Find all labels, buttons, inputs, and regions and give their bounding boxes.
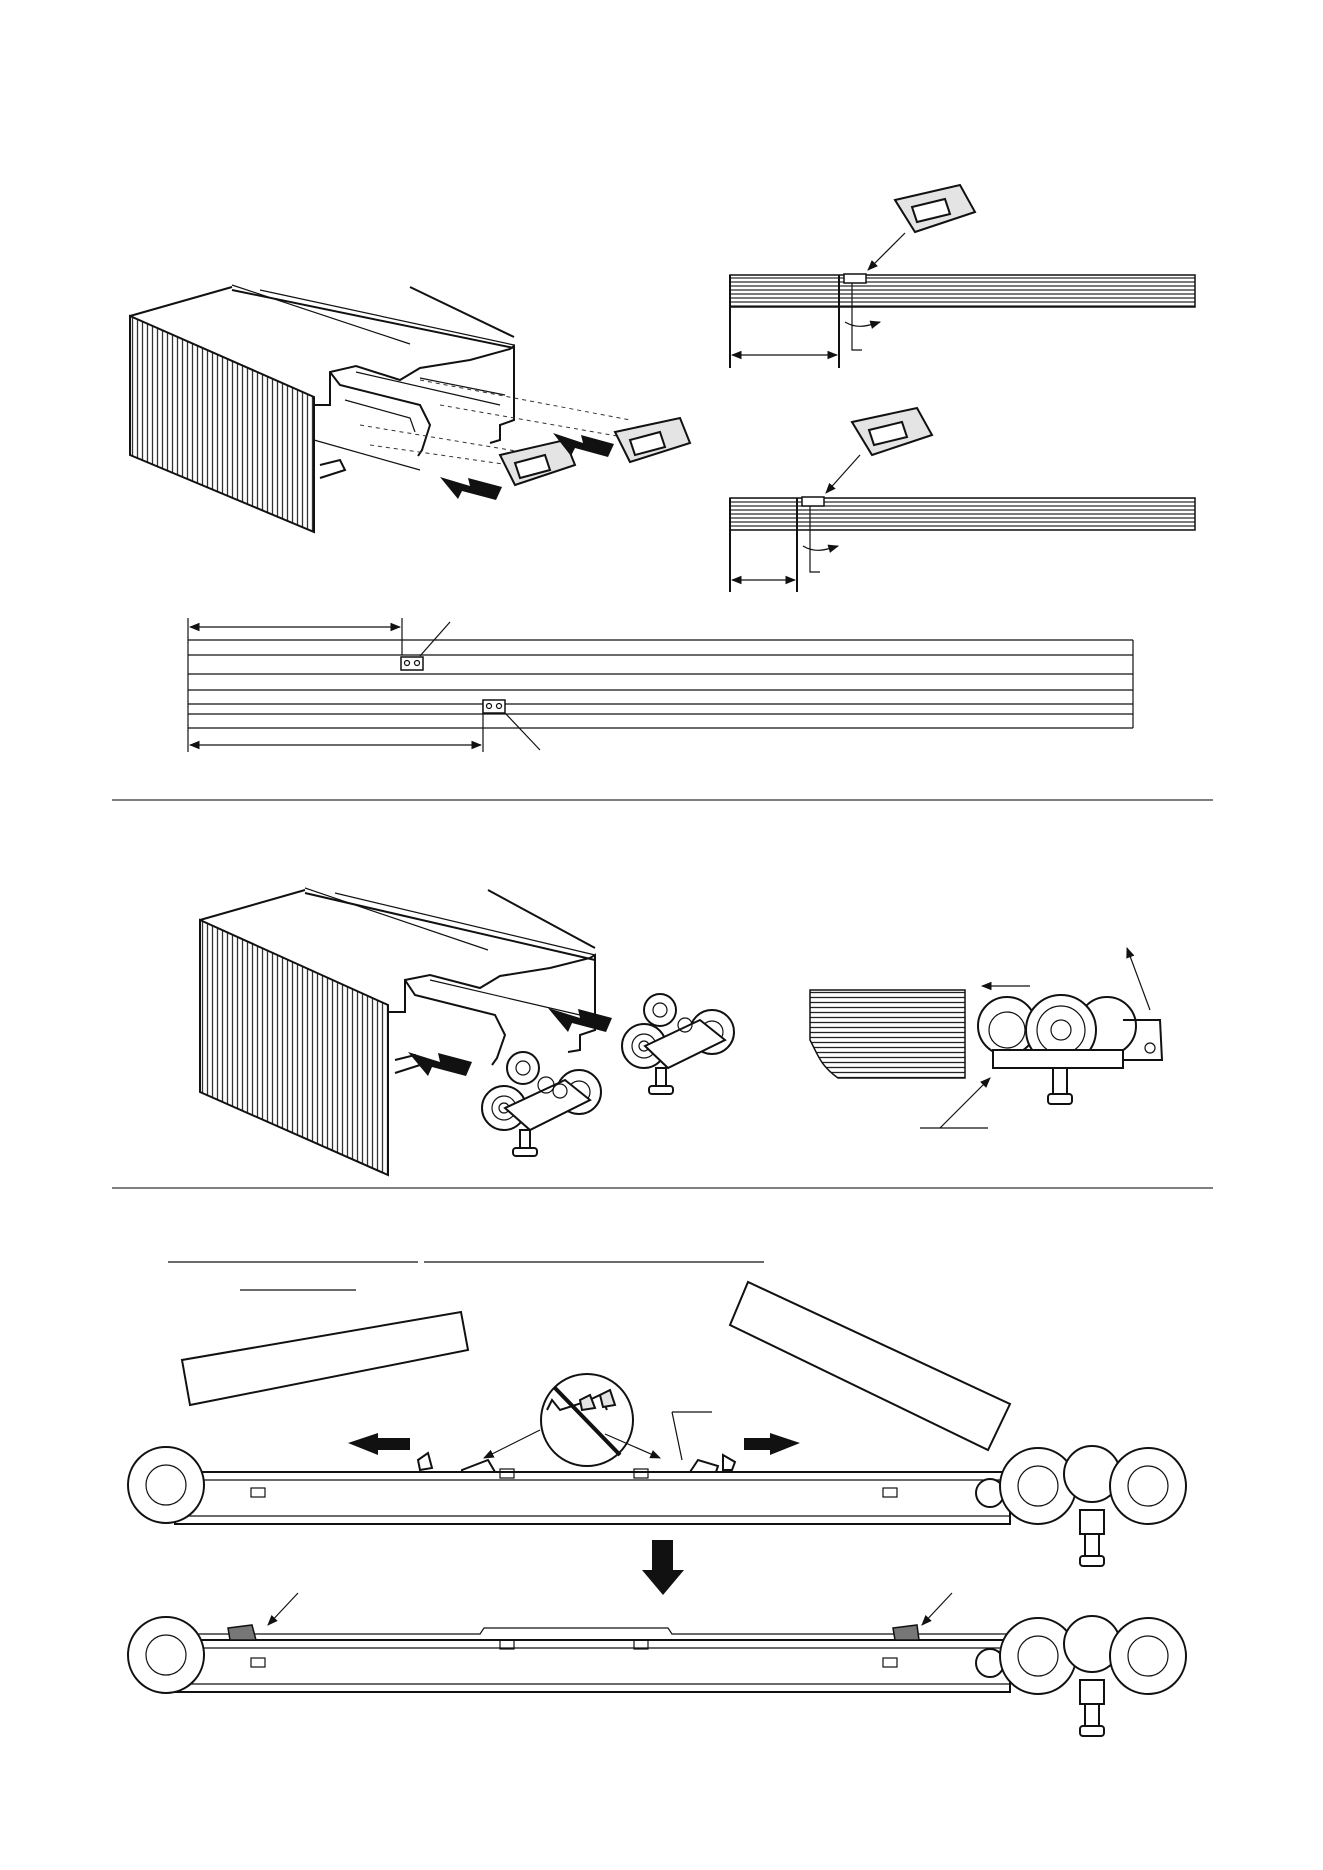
arrow-icon bbox=[642, 1540, 684, 1595]
panel-bracket-insertion bbox=[130, 285, 690, 532]
bracket-part bbox=[615, 418, 690, 462]
arrow-icon bbox=[548, 1008, 612, 1032]
door-panel bbox=[730, 1282, 1010, 1450]
arrow-icon bbox=[348, 1433, 410, 1455]
arrow-icon bbox=[408, 1052, 472, 1076]
door-rail-lower bbox=[128, 1593, 1186, 1736]
arrow-icon bbox=[440, 477, 502, 500]
trolley-part bbox=[622, 994, 734, 1094]
door-panel bbox=[182, 1312, 468, 1405]
trolley-side-detail bbox=[810, 948, 1162, 1128]
positioning-detail-2 bbox=[730, 408, 1195, 592]
arrow-icon bbox=[744, 1433, 800, 1455]
bracket-part bbox=[500, 440, 575, 485]
bracket-spacing-diagram bbox=[188, 618, 1133, 752]
panel-trolley-insertion bbox=[200, 888, 734, 1175]
positioning-detail-1 bbox=[730, 185, 1195, 368]
trolley-part bbox=[482, 1052, 601, 1156]
panel-door-clip-mounting bbox=[128, 1262, 1186, 1736]
no-symbol-icon bbox=[541, 1374, 633, 1466]
